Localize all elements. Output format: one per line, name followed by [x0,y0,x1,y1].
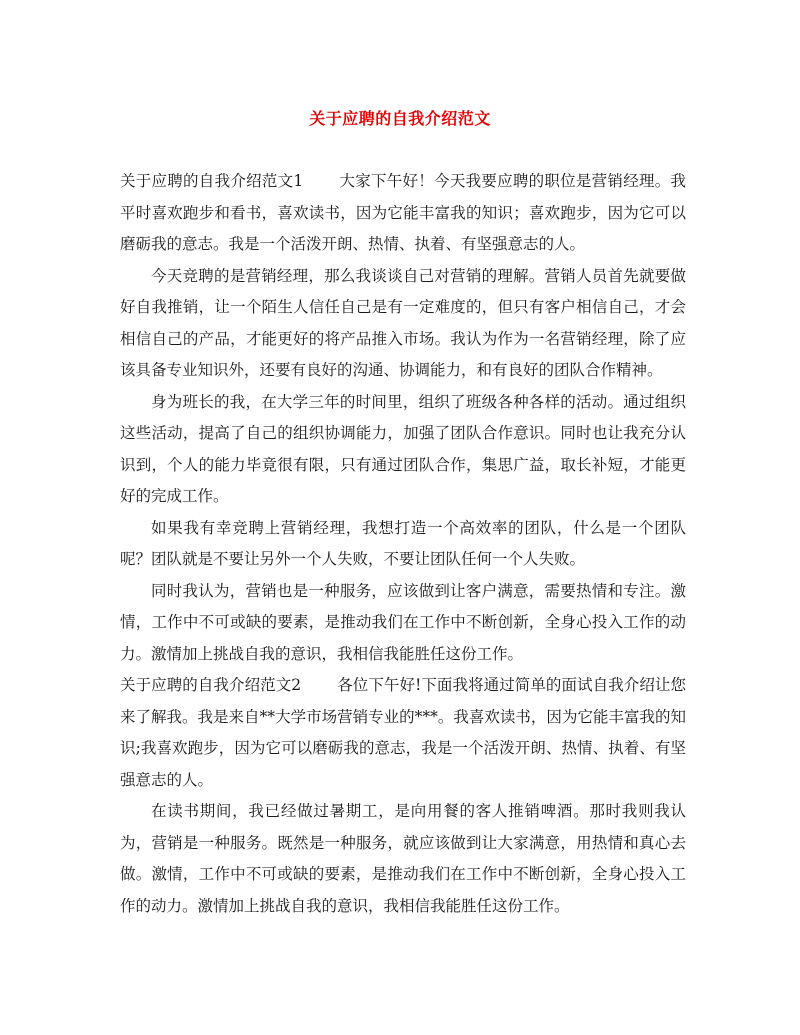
section-2-intro: 各位下午好!下面我将通过简单的面试自我介绍让您来了解我。我是来自**大学市场营销专业的***。我喜欢读书，因为它能丰富我的知识;我喜欢跑步，因为它可以磨砺我的意志，我是一个活泼开朗、热情、执着、有坚强意志的人。 [120,676,686,789]
section-2-paragraph: 在读书期间，我已经做过暑期工，是向用餐的客人推销啤酒。那时我则我认为，营销是一种服务。既然是一种服务，就应该做到让大家满意，用热情和真心去做。激情，工作中不可或缺的要素，是推动我们在工作中不断创新，全身心投入工作的动力。激情加上挑战自我的意识，我相信我能胜任这份工作。 [120,802,686,915]
section-2-opening [120,670,686,796]
section-1-opening [120,166,686,261]
section-1-paragraph: 同时我认为，营销也是一种服务，应该做到让客户满意，需要热情和专注。激情，工作中不可或缺的要素，是推动我们在工作中不断创新，全身心投入工作的动力。激情加上挑战自我的意识，我相信我能胜任这份工作。 [120,581,686,663]
document-body [120,166,686,922]
section-1-paragraph: 身为班长的我，在大学三年的时间里，组织了班级各种各样的活动。通过组织这些活动，提高了自己的组织协调能力，加强了团队合作意识。同时也让我充分认识到，个人的能力毕竟很有限，只有通过团队合作，集思广益，取长补短，才能更好的完成工作。 [120,392,686,505]
document-title: 关于应聘的自我介绍范文 [309,109,491,128]
section-1-intro: 大家下午好！今天我要应聘的职位是营销经理。我平时喜欢跑步和看书，喜欢读书，因为它能丰富我的知识；喜欢跑步，因为它可以磨砺我的意志。我是一个活泼开朗、热情、执着、有坚强意志的人。 [120,172,686,253]
section-2-heading: 关于应聘的自我介绍范文2 [120,676,302,694]
section-1-paragraph: 今天竞聘的是营销经理，那么我谈谈自己对营销的理解。营销人员首先就要做好自我推销，让一个陌生人信任自己是有一定难度的，但只有客户相信自己，才会相信自己的产品，才能更好的将产品推入市场。我认为作为一名营销经理，除了应该具备专业知识外，还要有良好的沟通、协调能力，和有良好的团队合作精神。 [120,266,686,379]
section-1-heading: 关于应聘的自我介绍范文1 [120,172,304,190]
section-1-paragraph: 如果我有幸竞聘上营销经理，我想打造一个高效率的团队，什么是一个团队呢？团队就是不要让另外一个人失败，不要让团队任何一个人失败。 [120,518,686,568]
